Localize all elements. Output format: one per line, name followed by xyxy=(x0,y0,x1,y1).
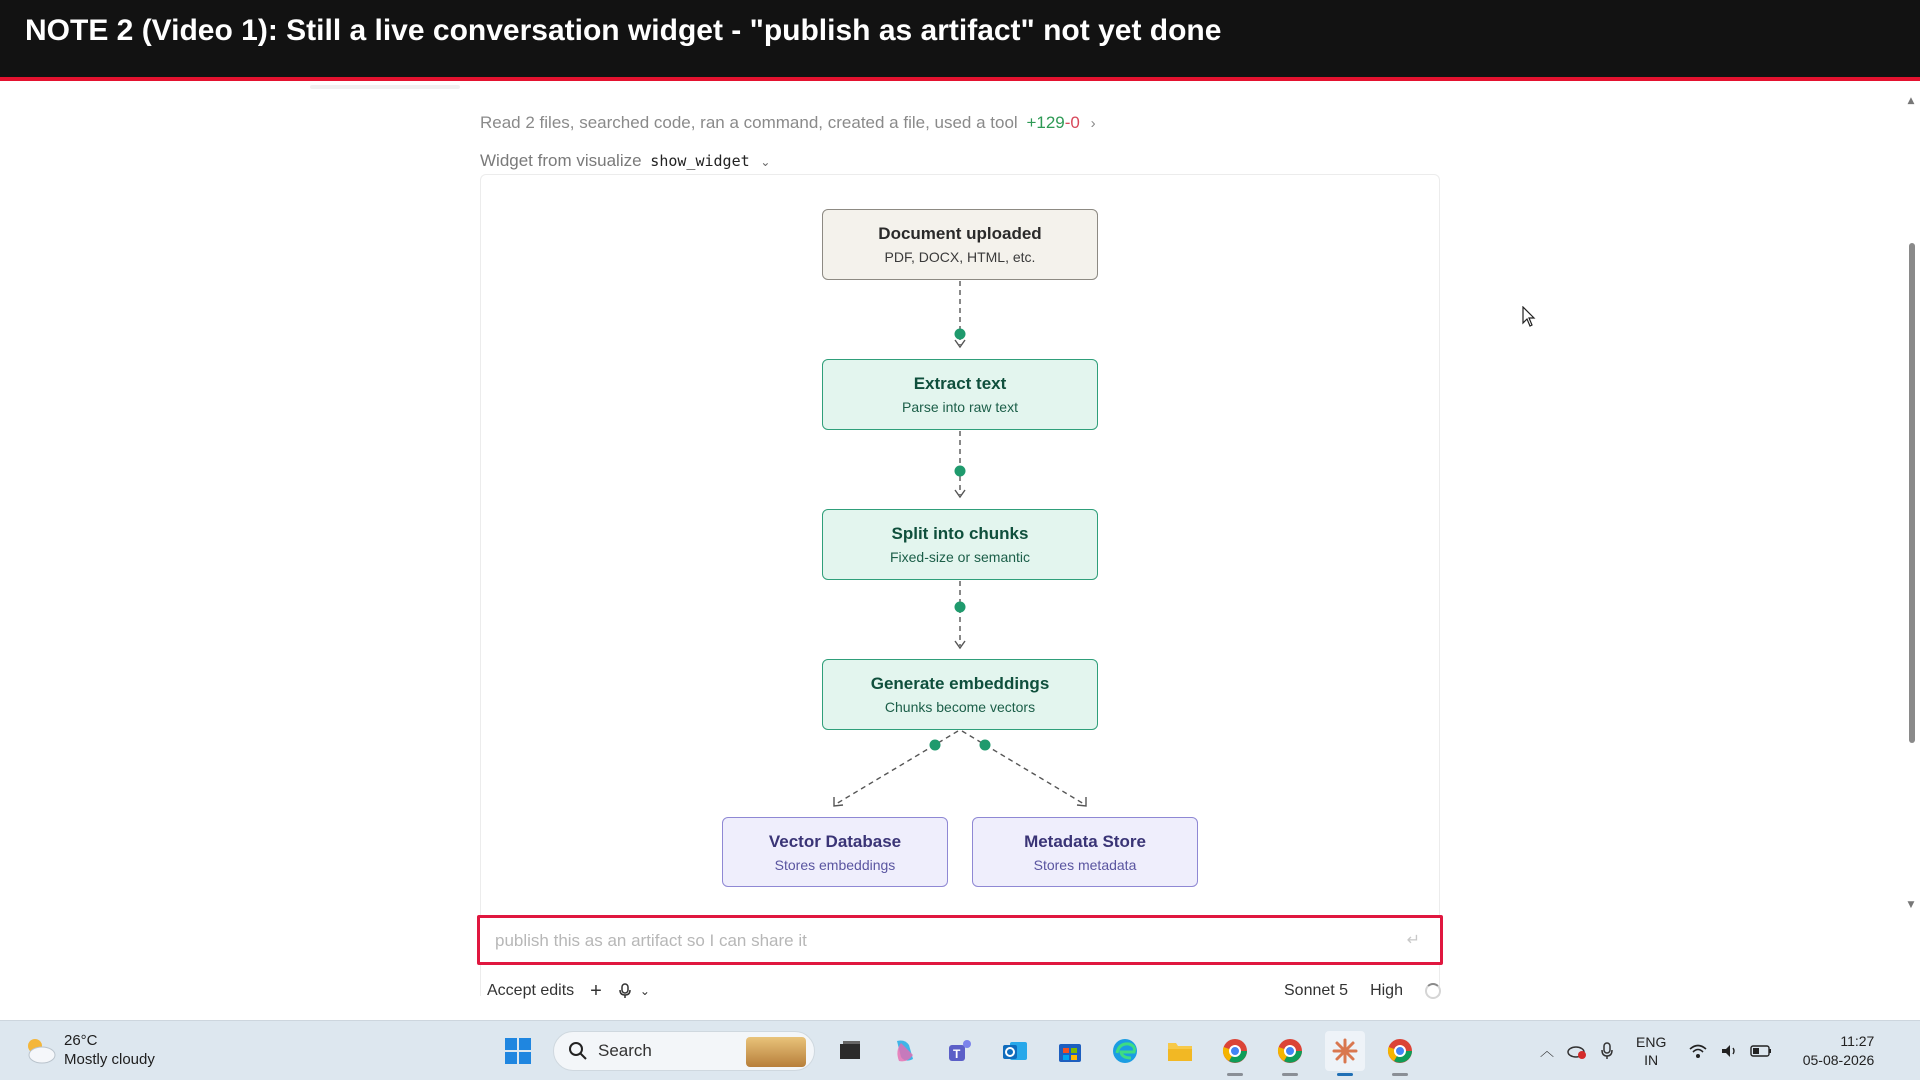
onedrive-error-icon[interactable] xyxy=(1566,1042,1588,1060)
chrome-icon xyxy=(1276,1037,1304,1065)
store-icon xyxy=(1056,1037,1084,1065)
scroll-down-arrow[interactable]: ▼ xyxy=(1907,900,1915,910)
windows-taskbar xyxy=(0,1020,1920,1080)
wifi-icon xyxy=(1688,1043,1708,1059)
lines-removed: -0 xyxy=(1064,113,1080,132)
activity-summary-text: Read 2 files, searched code, ran a command, created a file, used a tool xyxy=(480,113,1018,132)
composer-toolbar-right xyxy=(1284,980,1441,1002)
composer-toolbar-left xyxy=(487,980,650,1002)
teams-icon xyxy=(946,1037,974,1065)
copilot-icon xyxy=(891,1037,919,1065)
node-subtitle: Chunks become vectors xyxy=(884,699,1036,715)
weather-condition: Mostly cloudy xyxy=(64,1051,155,1068)
widget-frame xyxy=(480,174,1440,996)
chevron-down-icon[interactable]: ⌄ xyxy=(639,984,650,998)
store-app[interactable] xyxy=(1050,1031,1090,1071)
search-icon xyxy=(568,1041,588,1061)
chrome-icon xyxy=(1386,1037,1414,1065)
node-metadata-store xyxy=(972,817,1198,887)
node-title: Document uploaded xyxy=(878,224,1042,243)
windows-logo-icon xyxy=(504,1037,532,1065)
chevron-down-icon[interactable]: ⌄ xyxy=(760,155,771,169)
microphone-icon[interactable] xyxy=(1600,1042,1614,1060)
outlook-app[interactable] xyxy=(995,1031,1035,1071)
show-hidden-icons-icon[interactable]: ︿ xyxy=(1540,1043,1554,1059)
mouse-cursor-icon xyxy=(1522,306,1536,328)
node-subtitle: Stores metadata xyxy=(1033,857,1137,873)
edge-icon xyxy=(1111,1037,1139,1065)
teams-app[interactable] xyxy=(940,1031,980,1071)
taskbar-search[interactable] xyxy=(553,1031,815,1071)
chrome-app-2[interactable] xyxy=(1270,1031,1310,1071)
weather-widget[interactable] xyxy=(22,1031,155,1069)
add-attachment-button[interactable]: + xyxy=(590,979,602,1002)
widget-name: show_widget xyxy=(650,152,750,170)
outlook-icon xyxy=(1001,1037,1029,1065)
chrome-app-1[interactable] xyxy=(1215,1031,1255,1071)
node-title: Split into chunks xyxy=(891,524,1029,543)
claude-app[interactable] xyxy=(1325,1031,1365,1071)
model-selector[interactable]: Sonnet 5 xyxy=(1284,982,1349,999)
claude-logo-icon xyxy=(1331,1037,1359,1065)
cloudy-weather-icon xyxy=(22,1035,56,1065)
start-button[interactable] xyxy=(498,1031,538,1071)
lines-added: +129 xyxy=(1026,113,1065,132)
weather-temperature: 26°C xyxy=(64,1032,98,1049)
widget-label-text: Widget from visualize xyxy=(480,151,642,170)
battery-icon xyxy=(1750,1044,1772,1058)
node-subtitle: Fixed-size or semantic xyxy=(889,549,1031,565)
app-running-indicator xyxy=(1227,1073,1243,1076)
app-running-indicator xyxy=(1282,1073,1298,1076)
clock-date: 05-08-2026 xyxy=(1802,1052,1875,1068)
enter-icon[interactable]: ↵ xyxy=(1406,930,1420,949)
voice-input-button[interactable] xyxy=(618,983,650,999)
task-view-button[interactable] xyxy=(830,1031,870,1071)
edge-app[interactable] xyxy=(1105,1031,1145,1071)
message-input[interactable] xyxy=(477,915,1443,965)
annotation-banner xyxy=(0,0,1920,81)
search-label: Search xyxy=(598,1041,652,1060)
accept-edits-button[interactable]: Accept edits xyxy=(487,982,575,999)
folder-icon xyxy=(1166,1039,1194,1063)
system-clock[interactable] xyxy=(1794,1032,1874,1070)
app-running-indicator xyxy=(1392,1073,1408,1076)
chrome-icon xyxy=(1221,1037,1249,1065)
node-subtitle: Stores embeddings xyxy=(774,857,896,873)
input-language[interactable] xyxy=(1636,1033,1666,1069)
file-explorer-app[interactable] xyxy=(1160,1031,1200,1071)
microphone-icon xyxy=(618,983,632,999)
node-document-uploaded xyxy=(822,209,1098,280)
task-view-icon xyxy=(837,1040,863,1062)
previous-message-edge xyxy=(310,85,460,89)
app-active-indicator xyxy=(1337,1073,1353,1076)
clock-time: 11:27 xyxy=(1840,1033,1875,1049)
scrollbar-thumb[interactable] xyxy=(1909,243,1915,743)
node-generate-embeddings xyxy=(822,659,1098,730)
loading-spinner-icon xyxy=(1425,983,1441,999)
scroll-up-arrow[interactable]: ▲ xyxy=(1907,96,1915,106)
node-extract-text xyxy=(822,359,1098,430)
volume-icon xyxy=(1720,1043,1738,1059)
effort-selector[interactable]: High xyxy=(1370,982,1403,999)
node-subtitle: PDF, DOCX, HTML, etc. xyxy=(884,249,1036,265)
taskbar-apps xyxy=(498,1031,1435,1071)
region-code: IN xyxy=(1644,1052,1659,1068)
message-input-text: publish this as an artifact so I can share it xyxy=(495,931,807,950)
node-vector-database xyxy=(722,817,948,887)
node-title: Generate embeddings xyxy=(870,674,1050,693)
node-title: Metadata Store xyxy=(1024,832,1146,851)
copilot-app[interactable] xyxy=(885,1031,925,1071)
search-highlight-image xyxy=(746,1037,806,1067)
node-subtitle: Parse into raw text xyxy=(902,399,1018,415)
annotation-title: NOTE 2 (Video 1): Still a live conversation widget - "publish as artifact" not yet done xyxy=(25,14,1222,47)
svg-text:T: T xyxy=(953,1047,961,1061)
chrome-app-3[interactable] xyxy=(1380,1031,1420,1071)
quick-settings[interactable] xyxy=(1688,1043,1772,1059)
node-title: Vector Database xyxy=(768,832,902,851)
system-tray xyxy=(1540,1029,1874,1073)
node-title: Extract text xyxy=(913,374,1007,393)
tool-activity-summary[interactable] xyxy=(480,113,1096,133)
chevron-right-icon[interactable]: › xyxy=(1090,115,1096,132)
language-code: ENG xyxy=(1636,1034,1667,1050)
node-split-chunks xyxy=(822,509,1098,580)
widget-header[interactable] xyxy=(480,151,770,171)
